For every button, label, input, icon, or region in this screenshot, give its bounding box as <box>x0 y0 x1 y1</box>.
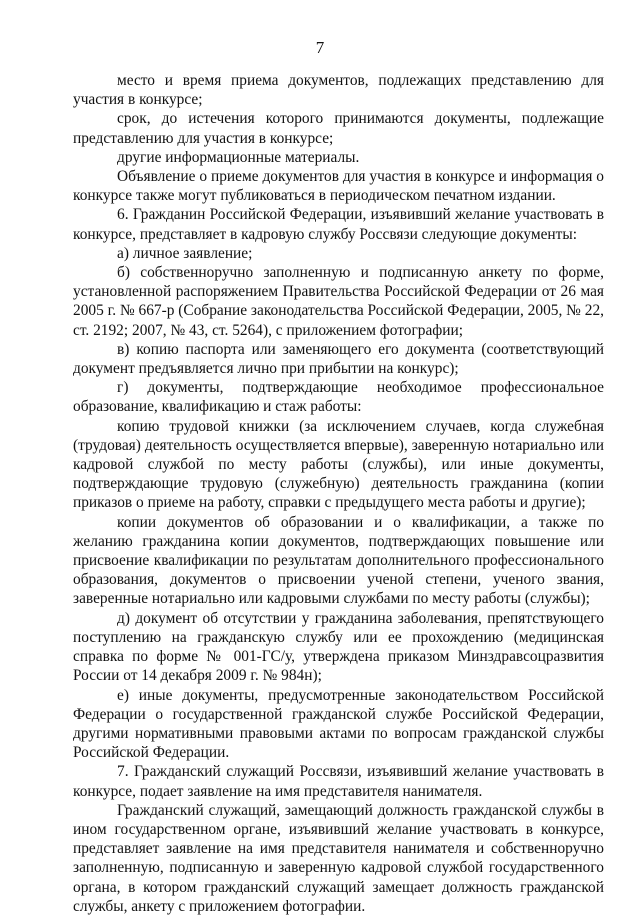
paragraph: срок, до истечения которого принимаются документы, подлежащие представлению для участия в конкурсе; <box>73 110 604 147</box>
paragraph: г) документы, подтверждающие необходимое профессиональное образование, квалификацию и стаж работы: <box>73 379 604 416</box>
page-number: 7 <box>315 38 325 57</box>
paragraph: б) собственноручно заполненную и подписанную анкету по форме, установленной распоряжением Правительства Российской Федерации от 26 мая 2005 г. № 667-р (Собрание законодательства Российской Федерации, 2005, № 22, ст. 2192; 2007, № 43, ст. 5264), с приложением фотографии; <box>73 264 604 339</box>
paragraph: копии документов об образовании и о квалификации, а также по желанию гражданина копии документов, подтверждающих повышение или присвоение квалификации по результатам дополнительного профессионального образования, документов о присвоении ученой степени, ученого звания, заверенные нотариально или кадровыми службами по месту работы (службы); <box>73 513 604 608</box>
paragraph: е) иные документы, предусмотренные законодательством Российской Федерации о государственной гражданской службе Российской Федерации, другими нормативными правовыми актами по вопросам гражданской службы Российской Федерации. <box>73 686 604 762</box>
paragraph: копию трудовой книжки (за исключением случаев, когда служебная (трудовая) деятельность осуществляется впервые), заверенную нотариально или кадровой службой по месту работы (службы), или иные документы, подтверждающие трудовую (служебную) деятельность гражданина (копии приказов о приеме на работу, справки с предыдущего места работы и другие); <box>73 417 604 512</box>
paragraph: 7. Гражданский служащий Россвязи, изъявивший желание участвовать в конкурсе, подает заявление на имя представителя нанимателя. <box>73 763 604 800</box>
paragraph: а) личное заявление; <box>117 244 253 262</box>
document-body <box>73 71 604 916</box>
paragraph: место и время приема документов, подлежащих представлению для участия в конкурсе; <box>73 72 604 109</box>
paragraph: Объявление о приеме документов для участия в конкурсе и информация о конкурсе также могут публиковаться в периодическом печатном издании. <box>73 168 604 205</box>
paragraph: в) копию паспорта или заменяющего его документа (соответствующий документ предъявляется лично при прибытии на конкурс); <box>73 340 604 378</box>
paragraph: другие информационные материалы. <box>117 148 360 166</box>
paragraph: 6. Гражданин Российской Федерации, изъявивший желание участвовать в конкурсе, представляет в кадровую службу Россвязи следующие документы: <box>73 206 604 243</box>
paragraph: д) документ об отсутствии у гражданина заболевания, препятствующего поступлению на гражданскую службу или ее прохождению (медицинская справка по форме № 001-ГС/у, утверждена приказом Минздравсоцразвития России от 14 декабря 2009 г. № 984н); <box>73 609 604 685</box>
paragraph: Гражданский служащий, замещающий должность гражданской службы в ином государственном органе, изъявивший желание участвовать в конкурсе, представляет заявление на имя представителя нанимателя и собственноручно заполненную, подписанную и заверенную кадровой службой государственного органа, в котором гражданский служащий замещает должность гражданской службы, анкету с приложением фотографии. <box>73 801 604 915</box>
